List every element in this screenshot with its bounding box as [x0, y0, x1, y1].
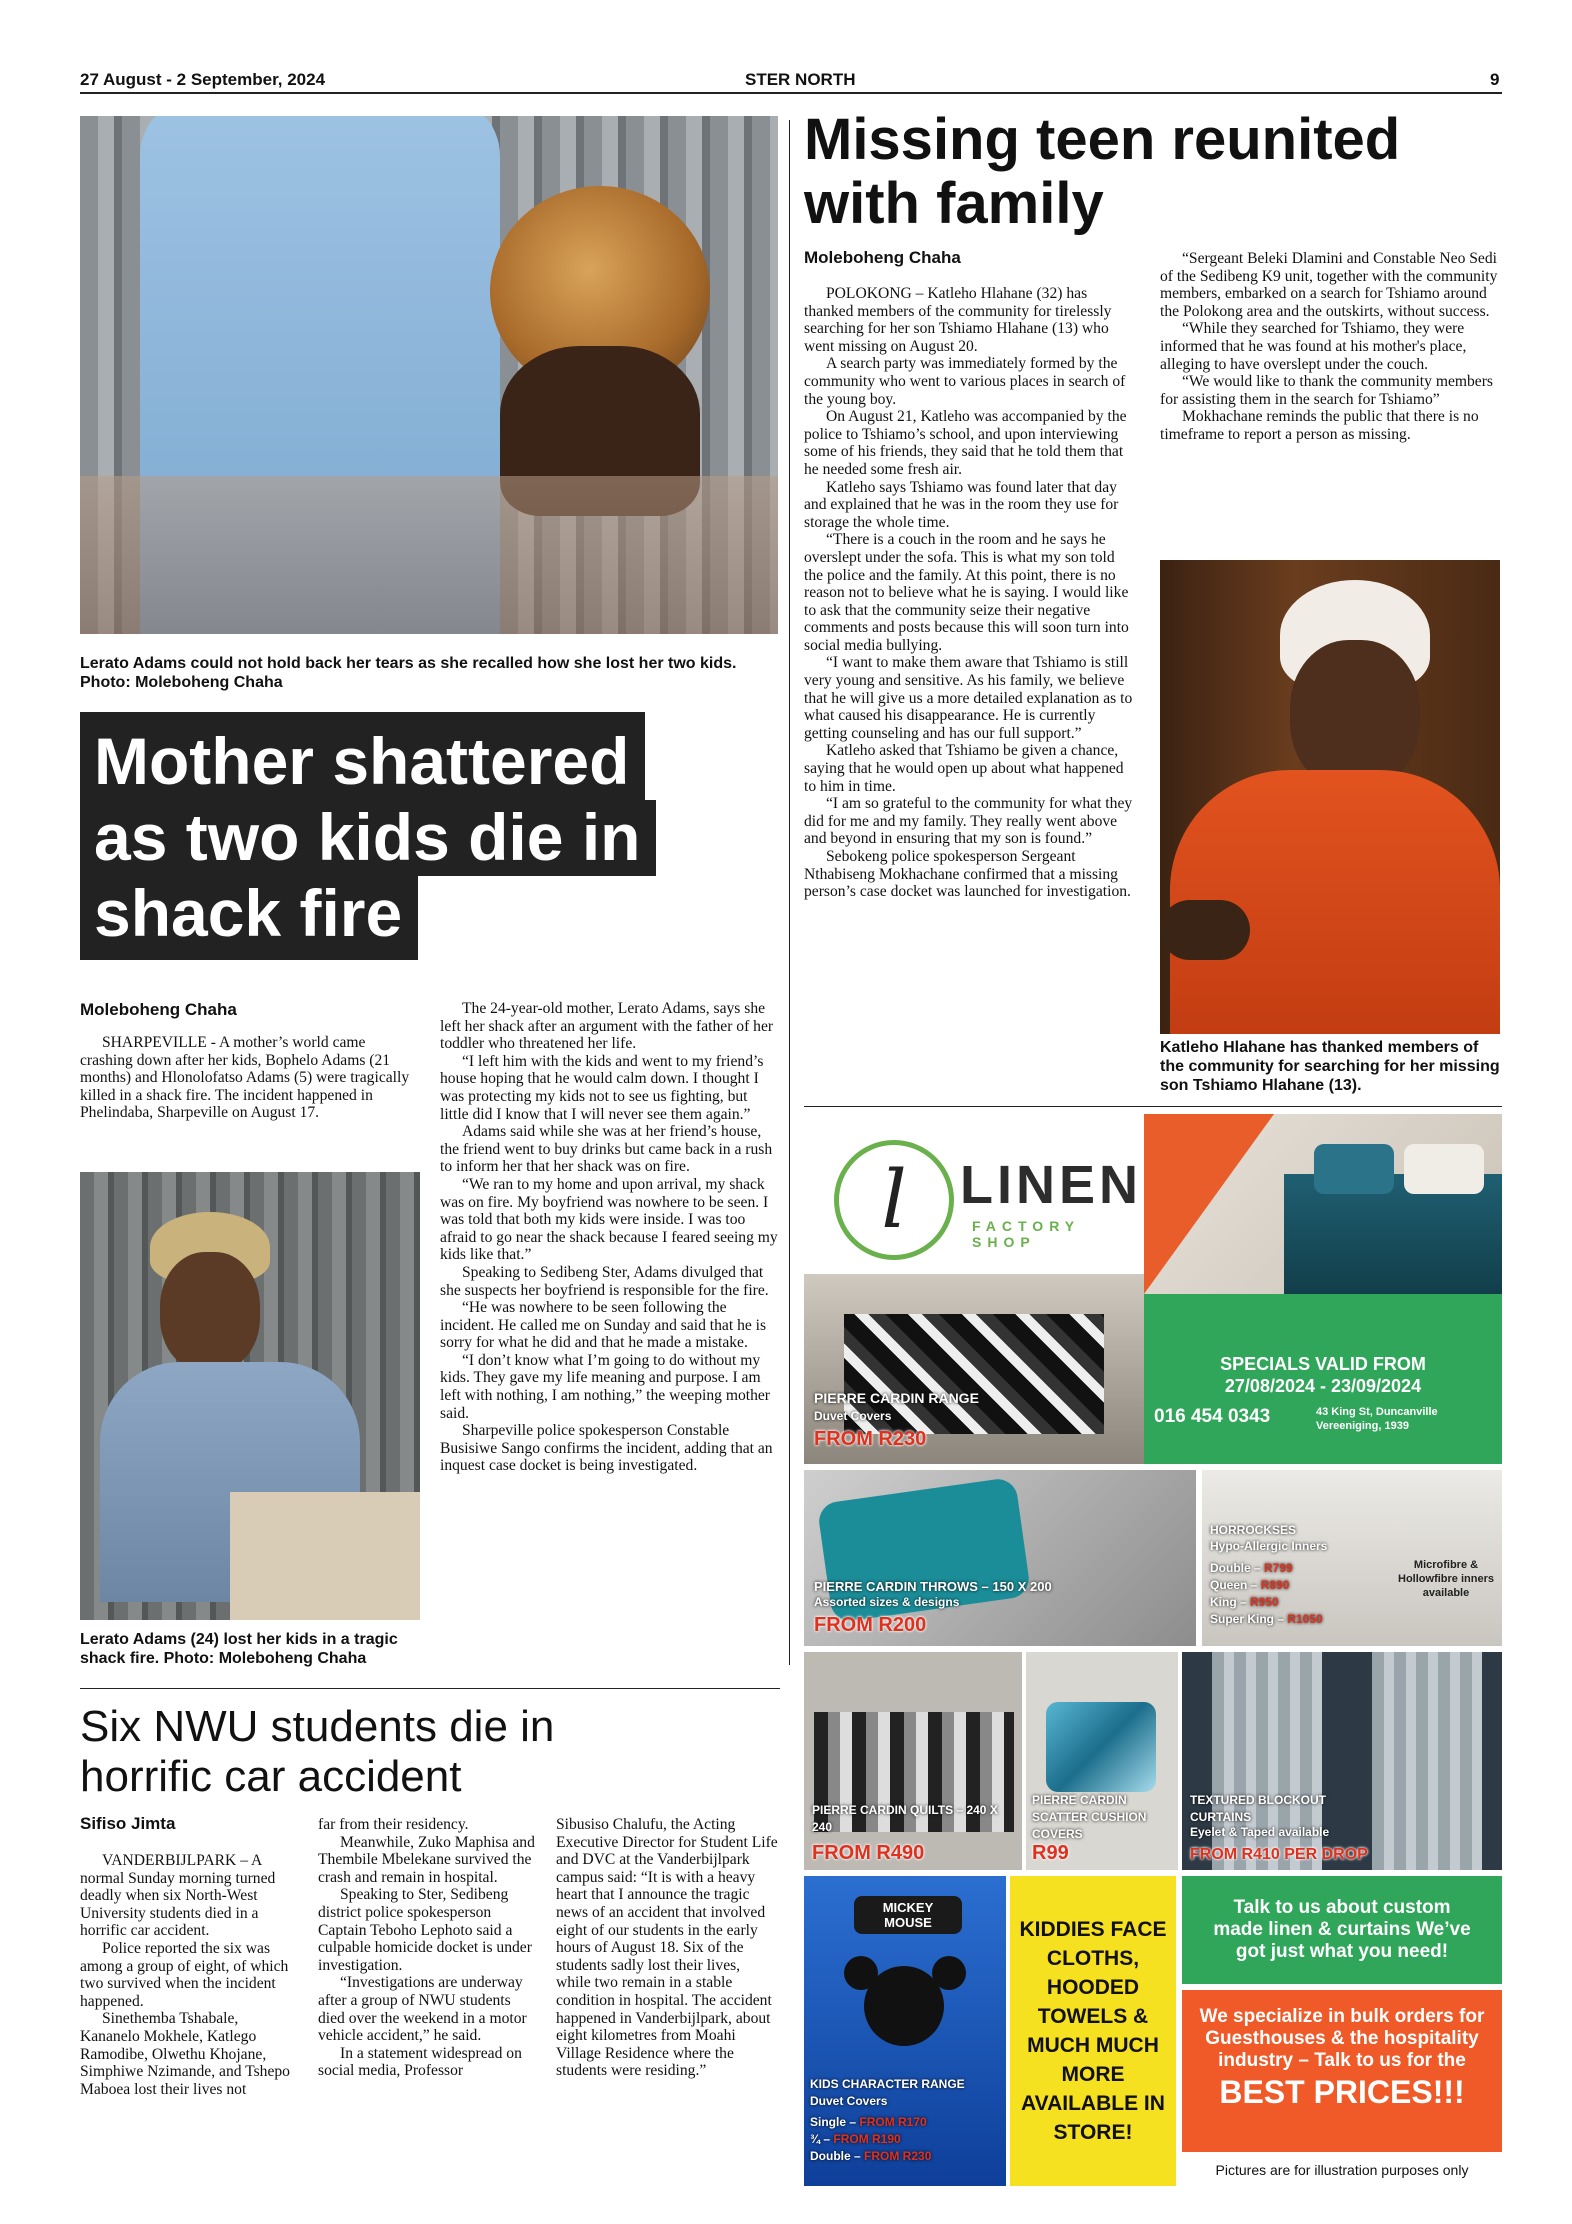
- cushion-panel: [1026, 1652, 1178, 1870]
- kids-tag: MICKEY MOUSE: [854, 1896, 962, 1934]
- kids-price-row: Double – FROM R230: [810, 2149, 932, 2163]
- inners-price-row: Queen – R890: [1210, 1578, 1290, 1592]
- teen-paragraph: Katleho asked that Tshiamo be given a chance, saying that he would open up about what happened to him in time.: [804, 742, 1124, 795]
- teen-paragraph: “While they searched for Tshiamo, they were informed that he was found at his mother's place, alleging to have overslept under the couch.: [1160, 320, 1467, 373]
- bedroom-photo: [1144, 1114, 1502, 1294]
- duvet-subtitle: Duvet Covers: [814, 1409, 892, 1423]
- kiddies-text: KIDDIES FACE CLOTHS, HOODED TOWELS & MUCH MUCH MORE AVAILABLE IN STORE!: [1019, 1918, 1167, 2144]
- paper-name: STER NORTH: [745, 70, 856, 89]
- nwu-paragraph: “Investigations are underway after a group of NWU students died over the weekend in a motor vehicle accident,” he said.: [318, 1974, 527, 2045]
- nwu-headline: [80, 1702, 554, 1802]
- teen-paragraph: Mokhachane reminds the public that there is no timeframe to report a person as missing.: [1160, 408, 1479, 443]
- store-address2: Vereeniging, 1939: [1316, 1420, 1409, 1432]
- teen-headline: [804, 108, 1400, 236]
- kiddies-panel: [1010, 1876, 1176, 2186]
- inners-price-row: Double – R799: [1210, 1561, 1293, 1575]
- column-divider: [789, 120, 790, 1665]
- teen-paragraph: On August 21, Katleho was accompanied by the police to Tshiamo’s school, and upon interviewing some of his friends, they said that he told them that he needed some fresh air.: [804, 408, 1127, 478]
- nwu-paragraph: Meanwhile, Zuko Maphisa and Thembile Mbelekane survived the crash and remain in hospital.: [318, 1833, 535, 1886]
- curtains-price: FROM R410 PER DROP: [1190, 1846, 1368, 1863]
- teen-paragraph: “Sergeant Beleki Dlamini and Constable Neo Sedi of the Sedibeng K9 unit, together with the community members, embarked on a search for Tshiamo around the Polokong area and the outskirts, without success.: [1160, 250, 1498, 320]
- throws-price: FROM R200: [814, 1614, 927, 1636]
- fire-col1: [80, 1034, 420, 1122]
- bulk-text: We specialize in bulk orders for Guesthouses & the hospitality industry – Talk to us for the: [1199, 2006, 1485, 2071]
- fire-headline-line3: shack fire: [80, 876, 418, 960]
- brand-subtitle: FACTORY SHOP: [972, 1218, 1080, 1250]
- kids-price-row: Single – FROM R170: [810, 2115, 927, 2129]
- teen-headline-line2: with family: [804, 171, 1104, 236]
- teen-paragraph: “I am so grateful to the community for what they did for me and my family. They really went above and beyond in ensuring that my son is found.”: [804, 795, 1133, 848]
- specials-line1: SPECIALS VALID FROM: [1220, 1354, 1426, 1374]
- nwu-col1: [80, 1852, 296, 2098]
- nwu-paragraph: far from their residency.: [318, 1816, 469, 1833]
- curtains-subtitle: Eyelet & Taped available: [1190, 1825, 1330, 1839]
- lerato-adams-photo: [80, 1172, 420, 1620]
- nwu-col2: [318, 1816, 540, 2080]
- brand-name: LINEN: [960, 1155, 1142, 1215]
- quilts-panel: [804, 1652, 1022, 1870]
- fire-paragraph: “We ran to my home and upon arrival, my shack was on fire. My boyfriend was nowhere to be seen. I was told that both my kids were inside. I was too afraid to go near the shack because I feared seeing my kids like that.”: [440, 1175, 778, 1264]
- nwu-paragraph: Police reported the six was among a group of eight, of which two survived when the incident happened.: [80, 1939, 289, 2010]
- kids-title: KIDS CHARACTER RANGE Duvet Covers: [810, 2077, 965, 2108]
- nwu-paragraph: Sibusiso Chalufu, the Acting Executive Director for Student Life and DVC at the Vanderbijlpark campus said: “It is with a heavy heart that I announce the tragic news of an accident that involved eight of our students in the early hours of August 18. Six of the students sadly lost their lives, while two remain in a stable condition in hospital. The accident happened in Vanderbijlpark, about eight kilometres from Moahi Village Residence where the students were residing.”: [556, 1816, 778, 2080]
- duvet-panel: [804, 1274, 1144, 1464]
- nwu-byline: Sifiso Jimta: [80, 1814, 176, 1833]
- fire-paragraph: “He was nowhere to be seen following the incident. He called me on Sunday and said that he is sorry for what he did and that he made a mistake.: [440, 1299, 767, 1352]
- teen-bottom-rule: [804, 1106, 1502, 1107]
- linen-factory-ad: [804, 1114, 1502, 2210]
- teen-photo-caption: Katleho Hlahane has thanked members of the community for searching for her missing son Tshiamo Hlahane (13).: [1160, 1039, 1500, 1094]
- logo-circle-icon: [834, 1140, 954, 1260]
- nwu-paragraph: In a statement widespread on social media, Professor: [318, 2044, 522, 2080]
- store-address1: 43 King St, Duncanville: [1316, 1406, 1438, 1418]
- crying-mother-photo: [80, 116, 778, 634]
- inners-price-row: Super King – R1050: [1210, 1612, 1323, 1626]
- nwu-headline-line1: Six NWU students die in: [80, 1702, 555, 1751]
- curtains-title: TEXTURED BLOCKOUT CURTAINS: [1190, 1793, 1326, 1824]
- teen-paragraph: “There is a couch in the room and he says he overslept under the sofa. This is what my son told the police and the family. At this point, there is no reason not to believe what he is saying. I would like to ask that the community seize their negative comments and posts because this will soon turn into social media bullying.: [804, 531, 1129, 654]
- nwu-col3: [556, 1816, 778, 2080]
- kids-price-row: ¾ – FROM R190: [810, 2132, 901, 2146]
- inners-subtitle: Hypo-Allergic Inners: [1210, 1539, 1328, 1553]
- bulk-panel: [1182, 1990, 1502, 2152]
- teen-paragraph: POLOKONG – Katleho Hlahane (32) has thanked members of the community for tirelessly searching for her son Tshiamo Hlahane (13) who went missing on August 20.: [804, 285, 1112, 355]
- fire-paragraph: “I don’t know what I’m going to do without my kids. They gave my life meaning and purpose. I am left with nothing, I am nothing,” the weeping mother said.: [440, 1351, 770, 1422]
- quilts-title: PIERRE CARDIN QUILTS – 240 X 240: [812, 1803, 998, 1834]
- fire-paragraph: “I left him with the kids and went to my friend’s house hoping that he would calm down. I thought I was protecting my kids not to see us fighting, but little did I know that I will never see them again.”: [440, 1052, 764, 1123]
- fire-photo-caption: Lerato Adams (24) lost her kids in a tragic shack fire. Photo: Moleboheng Chaha: [80, 1631, 398, 1667]
- nwu-paragraph: Sinethemba Tshabale, Kananelo Mokhele, Katlego Ramodibe, Olwethu Khojane, Simphiwe Nzimande, and Tshepo Maboea lost their lives not: [80, 2010, 290, 2098]
- ad-logo-area: [804, 1114, 1144, 1274]
- top-photo-caption: Lerato Adams could not hold back her tears as she recalled how she lost her two kids. Photo: Moleboheng Chaha: [80, 655, 737, 691]
- best-prices: BEST PRICES!!!: [1219, 2074, 1465, 2110]
- fire-paragraph: SHARPEVILLE - A mother’s world came crashing down after her kids, Bophelo Adams (21 months) and Hlonolofatso Adams (5) were tragically killed in a shack fire. The incident happened in Phelindaba, Sharpeville on August 17.: [80, 1034, 410, 1122]
- throws-panel: [804, 1470, 1196, 1646]
- inners-price-list: [1210, 1560, 1323, 1628]
- katleho-hlahane-photo: [1160, 560, 1500, 1034]
- teen-paragraph: “We would like to thank the community members for assisting them in the search for Tshiamo”: [1160, 373, 1493, 408]
- nwu-headline-line2: horrific car accident: [80, 1752, 462, 1801]
- nwu-paragraph: VANDERBIJLPARK – A normal Sunday morning turned deadly when six North-West University students died in a horrific car accident.: [80, 1852, 276, 1940]
- kids-price-list: [810, 2114, 931, 2165]
- custom-panel: [1182, 1876, 1502, 1984]
- header-rule: [80, 92, 1502, 94]
- duvet-title: PIERRE CARDIN RANGE: [814, 1390, 979, 1406]
- teen-byline: Moleboheng Chaha: [804, 248, 961, 267]
- logo-letter: l: [881, 1153, 907, 1246]
- store-phone: 016 454 0343: [1154, 1406, 1271, 1427]
- fire-col2: [440, 1000, 778, 1475]
- duvet-price: FROM R230: [814, 1428, 927, 1450]
- cushion-price: R99: [1032, 1842, 1069, 1864]
- inners-price-row: King – R950: [1210, 1595, 1279, 1609]
- curtains-panel: [1182, 1652, 1502, 1870]
- ad-disclaimer: Pictures are for illustration purposes only: [1215, 2162, 1469, 2178]
- teen-paragraph: “I want to make them aware that Tshiamo is still very young and sensitive. As his family, we believe that he will give us a more detailed explanation as to what caused his disappearance. He is currently getting counseling and has our full support.”: [804, 654, 1133, 742]
- fire-byline: Moleboheng Chaha: [80, 1000, 237, 1019]
- fire-headline-line1: Mother shattered: [80, 712, 645, 800]
- fire-paragraph: Adams said while she was at her friend’s house, the friend went to buy drinks but came back in a rush to inform her that her shack was on fire.: [440, 1123, 773, 1176]
- fire-paragraph: The 24-year-old mother, Lerato Adams, says she left her shack after an argument with the father of her toddler who threatened her life.: [440, 1000, 774, 1053]
- specials-panel: [1144, 1294, 1502, 1464]
- teen-paragraph: Katleho says Tshiamo was found later that day and explained that he was in the room they use for storage the whole time.: [804, 478, 1119, 531]
- page-number: 9: [1490, 70, 1500, 89]
- inners-note: Microfibre & Hollowfibre inners available: [1398, 1559, 1494, 1599]
- fire-headline-line2: as two kids die in: [80, 800, 656, 876]
- inners-panel: [1202, 1470, 1502, 1646]
- teen-col2: [1160, 250, 1502, 444]
- nwu-paragraph: Speaking to Ster, Sedibeng district police spokesperson Captain Teboho Lephoto said a culpable homicide docket is under investigation.: [318, 1886, 532, 1974]
- specials-line2: 27/08/2024 - 23/09/2024: [1224, 1376, 1422, 1396]
- kids-panel: [804, 1876, 1006, 2186]
- custom-text: Talk to us about custom made linen & curtains We’ve got just what you need!: [1213, 1897, 1471, 1962]
- quilts-price: FROM R490: [812, 1842, 925, 1864]
- teen-headline-line1: Missing teen reunited: [804, 107, 1401, 172]
- teen-paragraph: Sebokeng police spokesperson Sergeant Nthabiseng Mokhachane confirmed that a missing person’s case docket was launched for investigation.: [804, 848, 1131, 901]
- throws-subtitle: Assorted sizes & designs: [814, 1595, 960, 1609]
- fire-paragraph: Speaking to Sedibeng Ster, Adams divulged that she suspects her boyfriend is responsible for the fire.: [440, 1263, 769, 1299]
- inners-title: HORROCKSES: [1210, 1523, 1297, 1537]
- cushion-title: PIERRE CARDIN SCATTER CUSHION COVERS: [1032, 1793, 1147, 1841]
- section-rule: [80, 1688, 780, 1689]
- teen-col1: [804, 285, 1136, 901]
- fire-paragraph: Sharpeville police spokesperson Constable Busisiwe Sango confirms the incident, adding that an inquest case docket is being investigated.: [440, 1422, 773, 1475]
- issue-date: 27 August - 2 September, 2024: [80, 70, 326, 89]
- fire-headline: [80, 712, 780, 960]
- throws-title: PIERRE CARDIN THROWS – 150 X 200: [814, 1579, 1052, 1594]
- teen-paragraph: A search party was immediately formed by the community who went to various places in search of the young boy.: [804, 355, 1126, 408]
